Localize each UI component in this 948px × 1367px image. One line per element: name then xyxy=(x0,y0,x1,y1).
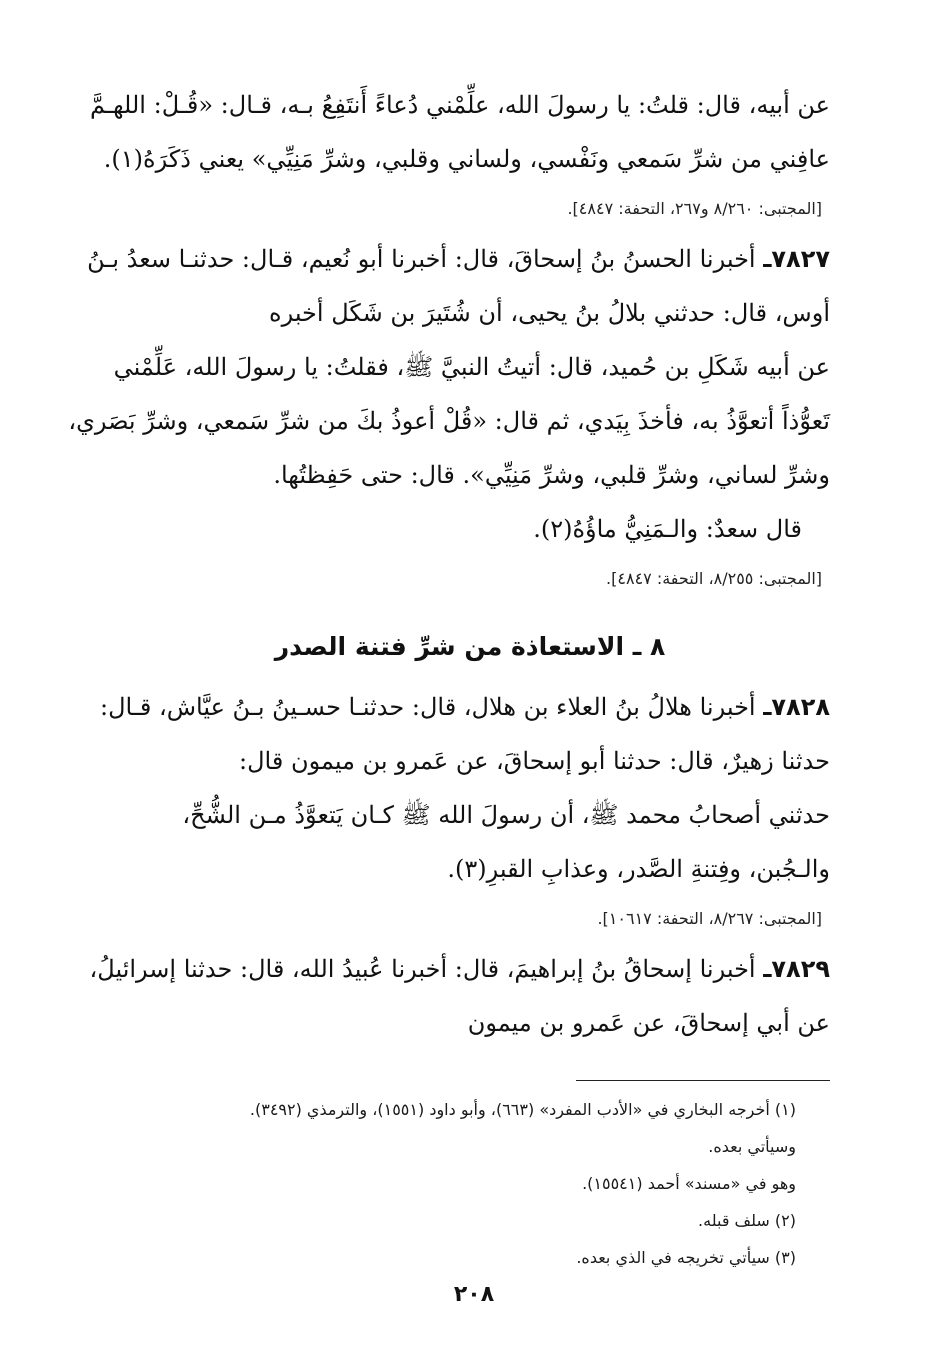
reference-citation: [المجتبى: ٨/٢٦٧، التحفة: ١٠٦١٧]. xyxy=(597,909,822,928)
document-page xyxy=(68,78,830,1327)
hadith-number: ٧٨٢٨ـ xyxy=(763,693,830,721)
reference-citation: [المجتبى: ٨/٢٦٠ و٢٦٧، التحفة: ٤٨٤٧]. xyxy=(567,199,822,218)
footnote: وهو في «مسند» أحمد (١٥٥٤١). xyxy=(582,1174,796,1193)
text-line: عافِني من شرِّ سَمعي ونَفْسي، ولساني وقلبي، وشرِّ مَنِيِّي» يعني ذَكَرَهُ(١). xyxy=(103,145,830,173)
section-heading: ٨ ـ الاستعاذة من شرِّ فتنة الصدر xyxy=(274,632,666,661)
footnote: وسيأتي بعده. xyxy=(708,1137,796,1156)
hadith-text: أخبرنا إسحاقُ بنُ إبراهيمَ، قال: أخبرنا عُبيدُ الله، قال: حدثنا إسرائيلُ، xyxy=(89,955,764,983)
text-line: حدثني أصحابُ محمد ﷺ، أن رسولَ الله ﷺ كـان يَتعوَّذُ مـن الشُّحِّ، xyxy=(182,801,830,829)
footnote: (٣) سيأتي تخريجه في الذي بعده. xyxy=(576,1248,796,1267)
hadith-7827-line xyxy=(87,232,830,286)
text-line: عن أبيه شَكَلِ بن حُميد، قال: أتيتُ النبيَّ ﷺ، فقلتُ: يا رسولَ الله، عَلِّمْني xyxy=(113,353,830,381)
footnote: (٢) سلف قبله. xyxy=(698,1211,796,1230)
footnote-divider xyxy=(576,1080,830,1081)
reference-citation: [المجتبى: ٨/٢٥٥، التحفة: ٤٨٤٧]. xyxy=(606,569,822,588)
text-line: أوس، قال: حدثني بلالُ بنُ يحيى، أن شُتَيرَ بن شَكَل أخبره xyxy=(269,299,830,327)
hadith-7828-line xyxy=(100,680,830,734)
hadith-text: أخبرنا هلالُ بنُ العلاء بن هلال، قال: حدثنـا حسـينُ بـنُ عيَّاش، قـال: xyxy=(100,693,764,721)
text-line: والـجُبن، وفِتنةِ الصَّدر، وعذابِ القبرِ(٣). xyxy=(447,855,830,883)
text-line: قال سعدٌ: والـمَنِيُّ ماؤُهُ(٢). xyxy=(533,515,802,543)
hadith-text: أخبرنا الحسنُ بنُ إسحاقَ، قال: أخبرنا أبو نُعيم، قـال: حدثنـا سعدُ بـنُ xyxy=(87,245,764,273)
text-line: حدثنا زهيرٌ، قال: حدثنا أبو إسحاقَ، عن عَمرو بن ميمون قال: xyxy=(239,747,830,775)
text-line: عن أبي إسحاقَ، عن عَمرو بن ميمون xyxy=(467,1009,830,1037)
hadith-number: ٧٨٢٧ـ xyxy=(763,245,830,273)
footnote: (١) أخرجه البخاري في «الأدب المفرد» (٦٦٣)، وأبو داود (١٥٥١)، والترمذي (٣٤٩٢). xyxy=(249,1100,796,1119)
hadith-number: ٧٨٢٩ـ xyxy=(763,955,830,983)
hadith-7829-line xyxy=(89,942,830,996)
text-line: تَعوُّذاً أتعوَّذُ به، فأخذَ بِيَدي، ثم قال: «قُلْ أعوذُ بكَ من شرِّ سَمعي، وشرِّ بَصَري، xyxy=(68,407,830,435)
text-line: وشرِّ لساني، وشرِّ قلبي، وشرِّ مَنِيِّي». قال: حتى حَفِظتُها. xyxy=(273,461,830,489)
page-number: ٢٠٨ xyxy=(453,1282,495,1307)
text-line: عن أبيه، قال: قلتُ: يا رسولَ الله، علِّمْني دُعاءً أَنتَفِعُ بـه، قـال: «قُـلْ: اللهـمَّ xyxy=(89,91,830,119)
